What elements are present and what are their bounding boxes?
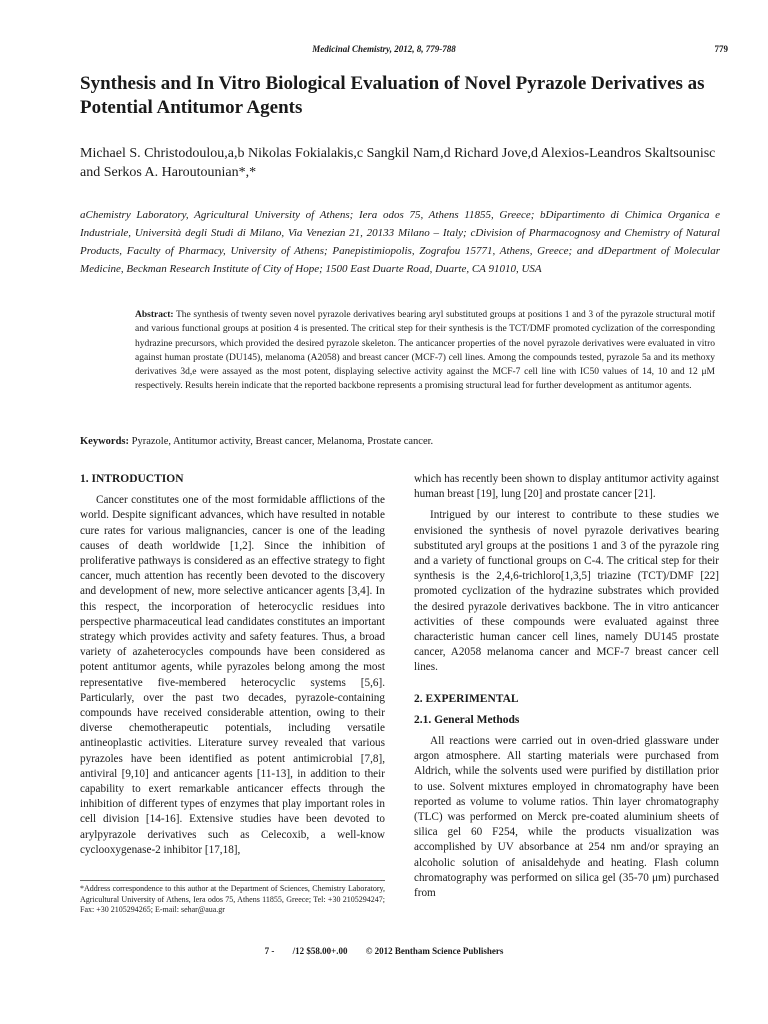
- section-heading-experimental: 2. EXPERIMENTAL: [414, 692, 519, 705]
- keywords-text: Pyrazole, Antitumor activity, Breast cancer, Melanoma, Prostate cancer.: [131, 436, 434, 447]
- footer-copyright: © 2012 Bentham Science Publishers: [365, 946, 504, 956]
- general-methods-paragraph: All reactions were carried out in oven-dried glassware under argon atmosphere. All starting materials were purchased from Aldrich, while the solvents used were purified by distillation prior to use. Solvent mixtures employed in chromatography have been reported as volume to volume ratios. Thin layer chromatography (TLC) was performed on Merck pre-coated aluminium sheets of silica gel 60 F254, while the products visualization was accomplished by UV absorbance at 254 nm and/or spraying an alcoholic solution of anisaldehyde and heating. Flash column chromatography was performed on silica gel (35-70 μm) purchased from: [414, 735, 719, 900]
- footer-price: /12 $58.00+.00: [292, 946, 348, 956]
- abstract: [135, 308, 715, 394]
- keywords-label: Keywords:: [80, 436, 129, 447]
- introduction-paragraph: Cancer constitutes one of the most formidable afflictions of the world. Despite significant advances, which have resulted in notable cure rates for various malignancies, cancer is one of the leading causes of death worldwide [1,2]. Since the inhibition of proliferative pathways is considered as an effective strategy to fight cancer, much attention has recently been devoted to the discovery and development of new, more selective anticancer agents [3,4]. In this respect, the incorporation of heterocyclic residues into perspective pharmaceutical lead candidates constitutes an important strategy which provides activity and safety features. Thus, a broad variety of azaheterocycles compounds have been considered as potent antitumor agents, while pyrazoles belong among the most representative five-membered heterocyclic systems [5,6]. Particularly, over the past two decades, pyrazole-containing compounds have received considerable attention, owing to their diverse chemotherapeutic potentials, including versatile antineoplastic activities. Literature survey revealed that various pyrazoles have been identified as potent antimicrobial [7,8], antiviral [9,10] and anticancer agents [11-13], in addition to their capability to exert remarkable anticancer effects through the inhibition of different types of enzymes that play important roles in cell division [14-16]. Extensive studies have been devoted to arylpyrazole derivatives such as Celecoxib, a well-know cyclooxygenase-2 inhibitor [17,18],: [80, 494, 385, 856]
- continuation-paragraph: which has recently been shown to display antitumor activity against human breast [19], lung [20] and prostate cancer [21].: [414, 473, 719, 501]
- subsection-heading-general-methods: 2.1. General Methods: [414, 713, 520, 726]
- page-number: 779: [714, 44, 728, 54]
- journal-citation: Medicinal Chemistry, 2012, 8, 779-788: [312, 44, 456, 54]
- keywords: [80, 436, 720, 447]
- abstract-label: Abstract:: [135, 310, 174, 320]
- right-column: [414, 472, 719, 901]
- abstract-text: The synthesis of twenty seven novel pyrazole derivatives bearing aryl substituted groups at positions 1 and 3 of the pyrazole structural motif and various functional groups at position 4 is presented. The critical step for their synthesis is the TCT/DMF promoted cyclization of the corresponding hydrazine precursors, which provided the desired pyrazole skeleton. The anticancer properties of the novel pyrazole derivatives were evaluated in vitro against human prostate (DU145), melanoma (A2058) and breast cancer (MCF-7) cell lines. Among the compounds tested, pyrazole 5a and its methoxy derivatives 3d,e were assayed as the most potent, displaying selective activity against the MCF-7 cell line with IC50 values of 14, 10 and 12 μM respectively. Results herein indicate that the reported backbone represents a promising structural lead for further development as antitumor agents.: [135, 310, 715, 392]
- author-list: Michael S. Christodoulou,a,b Nikolas Fokialakis,c Sangkil Nam,d Richard Jove,d Alexios-Leandros Skaltsounisc and Serkos A. Haroutounian*,*: [80, 146, 716, 180]
- page-footer: [0, 946, 768, 956]
- paper-title: Synthesis and In Vitro Biological Evaluation of Novel Pyrazole Derivatives as Potential Antitumor Agents: [80, 73, 705, 118]
- footer-issn: 7 -: [264, 946, 275, 956]
- correspondence-footnote: *Address correspondence to this author at the Department of Sciences, Chemistry Laboratory, Agricultural University of Athens, Iera odos 75, Athens 11855, Greece; Tel: +30 2105294247; Fax: +30 2105294265; E-mail: sehar@aua.gr: [80, 880, 385, 916]
- left-column: [80, 472, 385, 858]
- introduction-paragraph-2: Intrigued by our interest to contribute to these studies we envisioned the synthesis of novel pyrazole derivatives bearing substituted aryl groups at the positions 1 and 3 of the pyrazole ring and a variety of functional groups on C-4. The critical step for their synthesis is the 2,4,6-trichloro[1,3,5] triazine (TCT)/DMF [22] promoted cyclization of the hydrazine substrates which provided the desired pyrazole derivatives backbone. The in vitro anticancer activities of these compounds were evaluated against three characteristic human cancer cell lines, namely DU145 prostate cancer, A2058 melanoma cancer and MCF-7 breast cancer cell lines.: [414, 509, 719, 674]
- section-heading-introduction: 1. INTRODUCTION: [80, 473, 184, 485]
- affiliations: aChemistry Laboratory, Agricultural University of Athens; Iera odos 75, Athens 11855, Greece; bDipartimento di Chimica Organica e Industriale, Università degli Studi di Milano, Via Venezian 21, 20133 Milano – Italy; cDivision of Pharmacognosy and Chemistry of Natural Products, Faculty of Pharmacy, University of Athens; Panepistimiopolis, Zografou 15771, Athens, Greece; and dDepartment of Molecular Medicine, Beckman Research Institute of City of Hope; 1500 East Duarte Road, Duarte, CA 91010, USA: [80, 209, 720, 275]
